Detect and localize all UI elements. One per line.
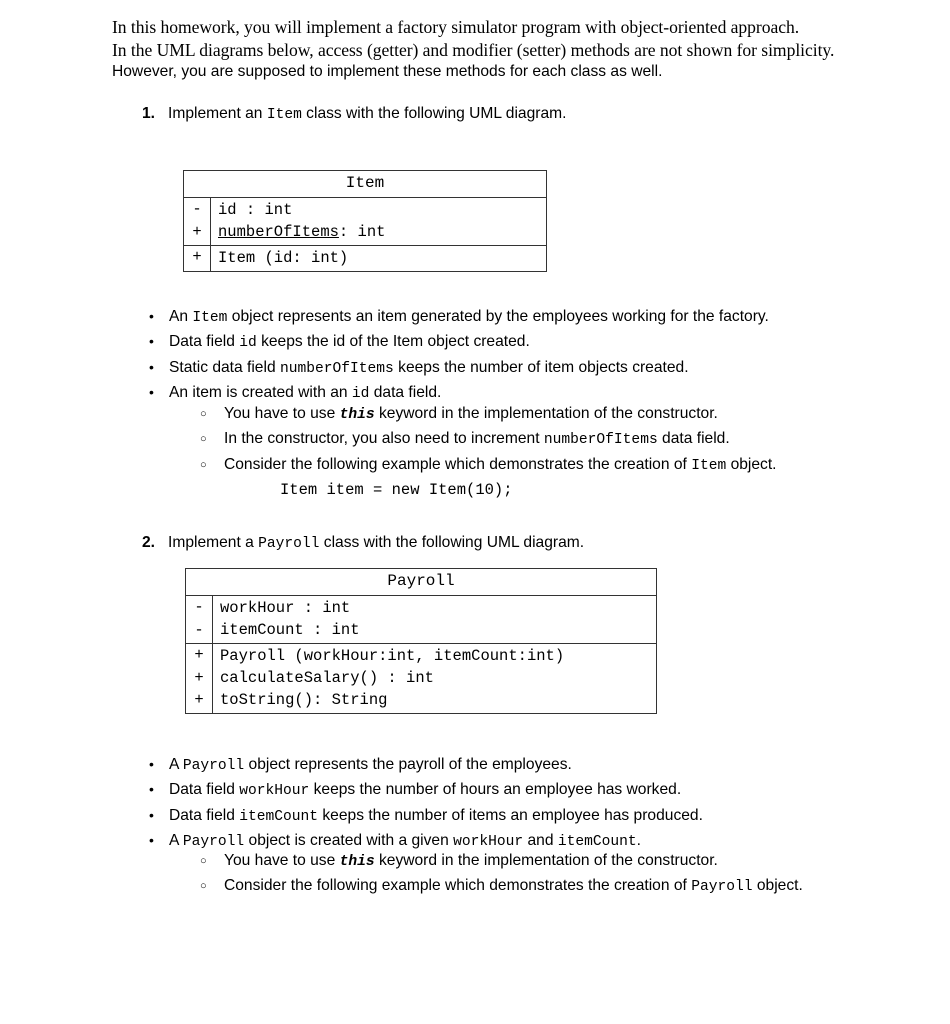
- uml-method-row: [186, 644, 656, 667]
- text-run: and: [523, 832, 558, 850]
- text-run: Consider the following example which demonstrates the creation of: [224, 455, 692, 473]
- payroll-subbullet-list: [200, 849, 860, 900]
- text-run: object.: [726, 455, 777, 473]
- uml-diagram-payroll: [185, 568, 657, 714]
- text-run: keyword in the implementation of the constructor.: [374, 852, 718, 869]
- uml-attribute-row: [186, 619, 656, 643]
- inline-code: id: [351, 386, 370, 403]
- visibility-marker: -: [194, 598, 204, 616]
- code-example-item: Item item = new Item(10);: [280, 481, 513, 500]
- subbullet-item: [200, 402, 860, 427]
- inline-code: workHour: [239, 783, 310, 800]
- item-2-text: Implement a Payroll class with the following UML diagram.: [168, 534, 585, 552]
- text-run: A: [169, 832, 183, 850]
- item-2-number: 2.: [142, 534, 156, 551]
- inline-code-item: Item: [266, 107, 302, 123]
- inline-code: numberOfItems: [279, 360, 394, 377]
- member-type: : int: [338, 223, 386, 241]
- member-signature: itemCount : int: [212, 619, 656, 643]
- bullet-item: [148, 753, 862, 778]
- inline-code: Payroll: [691, 879, 753, 896]
- member-signature: calculateSalary() : int: [212, 667, 656, 689]
- text-run: Data field: [169, 781, 240, 799]
- member-signature: Payroll (workHour:int, itemCount:int): [212, 644, 656, 667]
- text-run: keeps the number of items an employee has produced.: [318, 806, 703, 824]
- text-run: You have to use: [224, 405, 340, 422]
- visibility-marker: -: [192, 200, 202, 218]
- item-bullet-list: [148, 305, 862, 407]
- inline-code: numberOfItems: [543, 432, 658, 449]
- subbullet-item: [200, 427, 860, 452]
- inline-code: Item: [192, 310, 228, 326]
- visibility-marker: +: [192, 248, 202, 266]
- uml-method-row: [186, 667, 656, 689]
- uml-item-methods: [184, 246, 546, 271]
- text-run: .: [636, 832, 642, 850]
- uml-attribute-row: [186, 596, 656, 619]
- intro-line-3: However, you are supposed to implement these methods for each class as well.: [112, 63, 663, 81]
- uml-diagram-item: [183, 170, 547, 272]
- member-signature: [210, 221, 546, 245]
- bullet-item: [148, 330, 862, 355]
- bullet-item: [148, 804, 862, 829]
- numbered-item-2: [142, 533, 862, 554]
- inline-keyword: this: [339, 854, 375, 870]
- uml-item-title: Item: [184, 171, 546, 198]
- intro-line-2: In the UML diagrams below, access (getter) and modifier (setter) methods are not shown for simplicity.: [112, 39, 835, 60]
- intro-paragraph: [112, 16, 860, 84]
- text-run: keeps the number of hours an employee has worked.: [309, 781, 682, 799]
- visibility-marker: +: [194, 646, 204, 664]
- visibility-marker: +: [194, 669, 204, 687]
- item-1-text: Implement an Item class with the following UML diagram.: [168, 105, 567, 123]
- payroll-bullet-list: [148, 753, 862, 855]
- text-run: object represents the payroll of the employees.: [244, 756, 572, 773]
- inline-keyword: this: [339, 407, 375, 423]
- static-member-name: numberOfItems: [218, 223, 339, 241]
- visibility-marker: +: [192, 223, 202, 241]
- numbered-item-1: [142, 104, 862, 125]
- uml-attribute-row: [184, 198, 546, 221]
- member-signature: workHour : int: [212, 596, 656, 619]
- inline-code: id: [239, 335, 257, 352]
- text-run: Consider the following example which demonstrates the creation of: [224, 877, 692, 895]
- text-run: data field.: [369, 384, 442, 402]
- member-signature: Item (id: int): [210, 246, 546, 271]
- item-subbullet-list: [200, 402, 860, 503]
- text-run: You have to use: [224, 852, 340, 869]
- text-run: object represents an item generated by the employees working for the factory.: [227, 308, 769, 325]
- subbullet-item: [200, 874, 855, 899]
- inline-code: Payroll: [182, 758, 245, 774]
- uml-method-row: [184, 246, 546, 271]
- text-run: object.: [752, 877, 803, 895]
- subbullet-item: [200, 453, 860, 478]
- member-signature: toString(): String: [212, 689, 656, 713]
- text-run: keeps the number of item objects created.: [393, 358, 689, 376]
- text-run: An item is created with an: [169, 384, 352, 402]
- bullet-item: [148, 356, 862, 381]
- text-run: keyword in the implementation of the constructor.: [374, 405, 718, 422]
- text-run: Data field: [169, 806, 240, 824]
- member-signature: id : int: [210, 198, 546, 221]
- inline-code: Payroll: [182, 834, 245, 851]
- uml-payroll-methods: [186, 644, 656, 713]
- visibility-marker: -: [194, 621, 204, 639]
- intro-line-1: In this homework, you will implement a factory simulator program with object-oriented approach.: [112, 17, 800, 37]
- subbullet-item: [200, 849, 860, 874]
- text-run: Static data field: [169, 358, 280, 376]
- text-run: keeps the id of the Item object created.: [256, 333, 530, 351]
- uml-attribute-row: [184, 221, 546, 245]
- text-run: In the constructor, you also need to increment: [224, 430, 544, 448]
- text-run: data field.: [657, 430, 730, 448]
- uml-payroll-attributes: [186, 596, 656, 644]
- text-run: An: [169, 308, 193, 325]
- uml-method-row: [186, 689, 656, 713]
- inline-code: Item: [691, 457, 727, 474]
- uml-payroll-title: Payroll: [186, 569, 656, 596]
- item-1-number: 1.: [142, 105, 156, 122]
- visibility-marker: +: [194, 691, 204, 709]
- text-run: A: [169, 756, 183, 773]
- inline-code: itemCount: [557, 834, 637, 851]
- inline-code: workHour: [453, 834, 524, 851]
- inline-code-payroll: Payroll: [258, 536, 320, 552]
- uml-item-attributes: [184, 198, 546, 246]
- inline-code: itemCount: [239, 808, 319, 825]
- bullet-item: [148, 778, 862, 803]
- text-run: Data field: [169, 333, 240, 351]
- bullet-item: [148, 305, 862, 330]
- text-run: object is created with a given: [244, 832, 454, 850]
